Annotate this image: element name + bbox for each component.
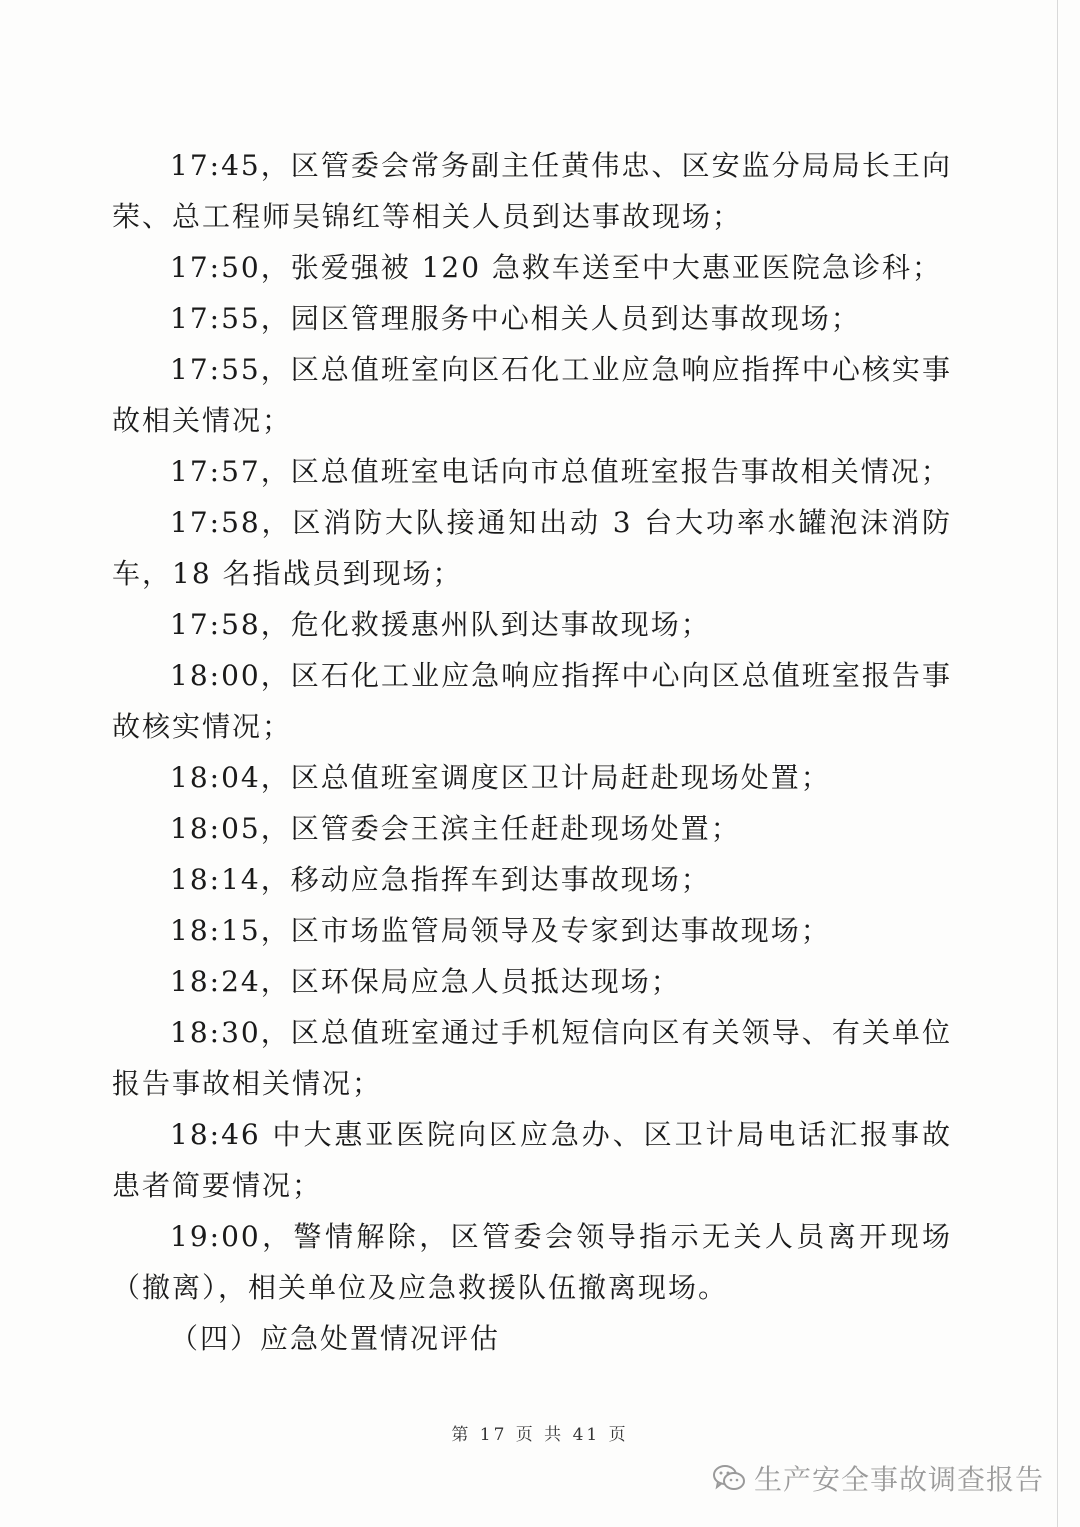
wechat-icon <box>712 1463 746 1493</box>
timeline-entry: 17:58，区消防大队接通知出动 3 台大功率水罐泡沫消防车，18 名指战员到现场； <box>112 506 952 590</box>
source-watermark <box>712 1458 1044 1498</box>
timeline-entry: 18:04，区总值班室调度区卫计局赶赴现场处置； <box>170 761 831 794</box>
page-number-footer: 第 17 页 共 41 页 <box>451 1425 629 1445</box>
timeline-entry: 17:50，张爱强被 120 急救车送至中大惠亚医院急诊科； <box>170 251 942 284</box>
timeline-entry: 18:15，区市场监管局领导及专家到达事故现场； <box>170 914 831 947</box>
timeline-entry: 18:24，区环保局应急人员抵达现场； <box>170 965 681 998</box>
timeline-entry: 17:55，园区管理服务中心相关人员到达事故现场； <box>170 302 861 335</box>
timeline-entry: 17:58，危化救援惠州队到达事故现场； <box>170 608 711 641</box>
timeline-entry: 17:45，区管委会常务副主任黄伟忠、区安监分局局长王向荣、总工程师吴锦红等相关人员到达事故现场； <box>112 149 952 233</box>
timeline-entry: 18:00，区石化工业应急响应指挥中心向区总值班室报告事故核实情况； <box>112 659 952 743</box>
timeline-entry: 18:30，区总值班室通过手机短信向区有关领导、有关单位报告事故相关情况； <box>112 1016 952 1100</box>
document-body <box>112 140 952 1364</box>
section-heading: （四）应急处置情况评估 <box>170 1322 501 1355</box>
timeline-entry: 19:00，警情解除，区管委会领导指示无关人员离开现场（撤离），相关单位及应急救援队伍撤离现场。 <box>112 1220 952 1304</box>
timeline-entry: 17:57，区总值班室电话向市总值班室报告事故相关情况； <box>170 455 951 488</box>
timeline-entry: 18:05，区管委会王滨主任赶赴现场处置； <box>170 812 741 845</box>
scan-edge-line <box>1057 0 1058 1527</box>
timeline-entry: 17:55，区总值班室向区石化工业应急响应指挥中心核实事故相关情况； <box>112 353 952 437</box>
watermark-text: 生产安全事故调查报告 <box>753 1463 1044 1496</box>
timeline-entry: 18:14，移动应急指挥车到达事故现场； <box>170 863 711 896</box>
timeline-entry: 18:46 中大惠亚医院向区应急办、区卫计局电话汇报事故患者简要情况； <box>112 1118 952 1202</box>
